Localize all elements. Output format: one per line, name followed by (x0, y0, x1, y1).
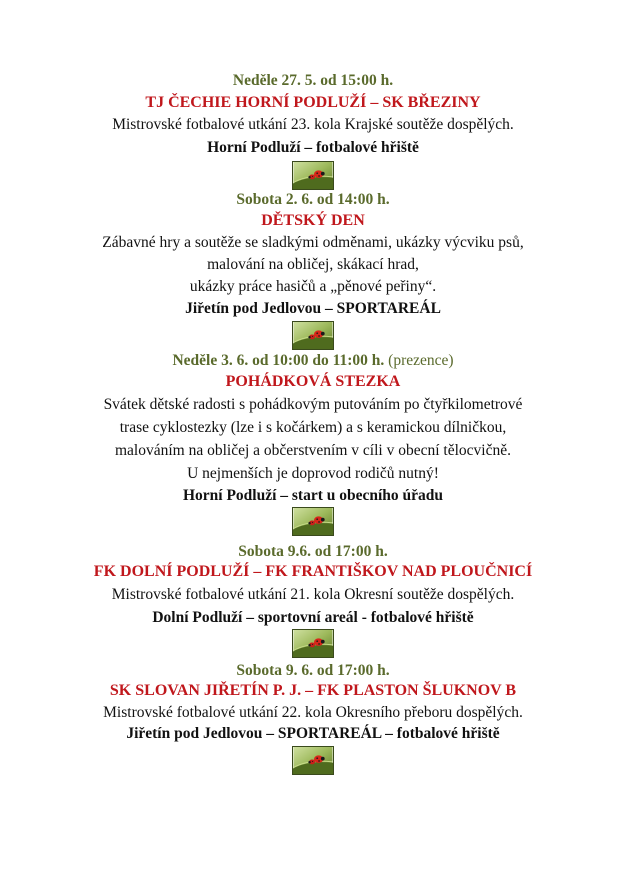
event-title: POHÁDKOVÁ STEZKA (225, 373, 401, 390)
event-description: Mistrovské fotbalové utkání 22. kola Okresního přeboru dospělých. (103, 704, 523, 721)
event-date: Sobota 9. 6. od 17:00 h. (236, 662, 390, 679)
event-description: ukázky práce hasičů a „pěnové peřiny“. (189, 278, 437, 295)
ladybug-leaf-icon (292, 629, 334, 658)
ladybug-leaf-icon (292, 746, 334, 775)
event-date: Sobota 2. 6. od 14:00 h. (236, 191, 390, 208)
event-description: Zábavné hry a soutěže se sladkými odměnami, ukázky výcviku psů, (102, 234, 524, 251)
event-description: Svátek dětské radosti s pohádkovým putováním po čtyřkilometrové (103, 396, 523, 413)
ladybug-leaf-icon (292, 321, 334, 350)
event-date-main: Neděle 3. 6. od 10:00 do 11:00 h. (172, 352, 385, 369)
event-title: TJ ČECHIE HORNÍ PODLUŽÍ – SK BŘEZINY (145, 94, 481, 111)
event-location: Horní Podluží – start u obecního úřadu (182, 487, 444, 504)
event-description: trase cyklostezky (lze i s kočárkem) a s keramickou dílničkou, (119, 419, 507, 436)
event-description: Mistrovské fotbalové utkání 23. kola Krajské soutěže dospělých. (112, 116, 514, 133)
event-location: Jiřetín pod Jedlovou – SPORTAREÁL (185, 300, 441, 317)
event-title: DĚTSKÝ DEN (261, 212, 365, 229)
event-description: U nejmenších je doprovod rodičů nutný! (187, 465, 439, 482)
event-date (0, 351, 626, 371)
event-description: malováním na obličej a občerstvením v cíli v obecní tělocvičně. (115, 442, 511, 459)
event-date: Neděle 27. 5. od 15:00 h. (232, 72, 394, 89)
event-location: Dolní Podluží – sportovní areál - fotbalové hřiště (152, 609, 474, 626)
event-location: Jiřetín pod Jedlovou – SPORTAREÁL – fotbalové hřiště (126, 725, 500, 742)
event-title: FK DOLNÍ PODLUŽÍ – FK FRANTIŠKOV NAD PLOUČNICÍ (93, 563, 533, 580)
event-description: malování na obličej, skákací hrad, (207, 256, 419, 273)
ladybug-leaf-icon (292, 161, 334, 190)
event-date: Sobota 9.6. od 17:00 h. (238, 543, 388, 560)
event-date-note: (prezence) (388, 352, 454, 369)
event-description: Mistrovské fotbalové utkání 21. kola Okresní soutěže dospělých. (111, 586, 515, 603)
event-location: Horní Podluží – fotbalové hřiště (207, 139, 419, 156)
event-title: SK SLOVAN JIŘETÍN P. J. – FK PLASTON ŠLUKNOV B (109, 682, 517, 699)
ladybug-leaf-icon (292, 507, 334, 536)
